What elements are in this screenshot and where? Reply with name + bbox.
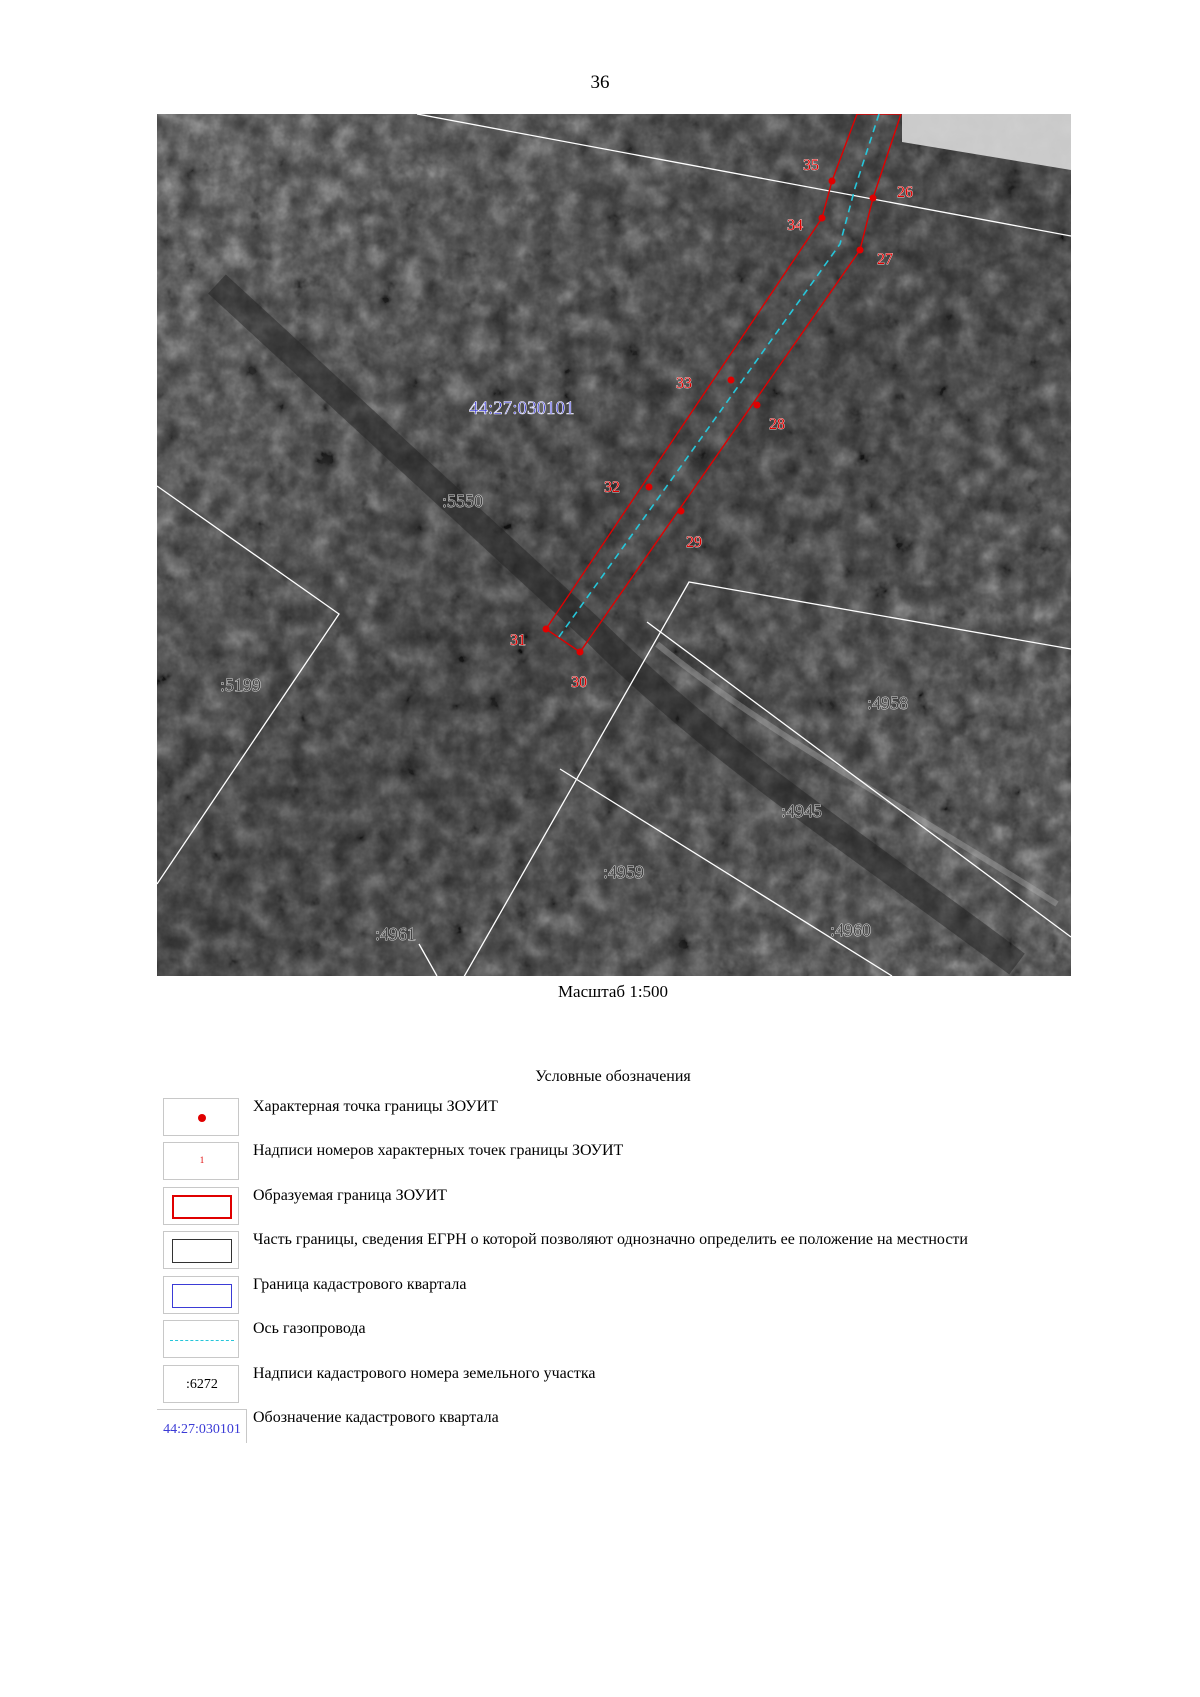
legend-symbol (163, 1365, 239, 1403)
legend-label: Характерная точка границы ЗОУИТ (253, 1098, 498, 1115)
characteristic-point (870, 195, 877, 202)
legend-label: Часть границы, сведения ЕГРН о которой позволяют однозначно определить ее положение на местности (253, 1231, 968, 1248)
point-label: 27 (877, 251, 893, 268)
parcel-label: :4958 (867, 693, 909, 713)
characteristic-point (577, 649, 584, 656)
legend-label: Обозначение кадастрового квартала (253, 1409, 499, 1426)
characteristic-point (646, 484, 653, 491)
map-scale: Масштаб 1:500 (557, 982, 669, 1001)
red-dot-icon (198, 1114, 206, 1122)
point-label: 30 (571, 674, 587, 691)
page-number: 36 (590, 72, 610, 93)
point-label: 26 (897, 184, 913, 201)
legend-symbol (163, 1276, 239, 1314)
legend-symbol (163, 1231, 239, 1269)
parcel-label: :4961 (375, 924, 417, 944)
quarter-number-sample: 44:27:030101 (163, 1422, 241, 1437)
characteristic-point (754, 402, 761, 409)
legend-symbol (163, 1320, 239, 1358)
legend-symbol (157, 1409, 247, 1443)
legend-title: Условные обозначения (535, 1068, 691, 1085)
point-label: 35 (803, 157, 819, 174)
characteristic-point (819, 215, 826, 222)
characteristic-point (678, 508, 685, 515)
point-label: 34 (787, 217, 803, 234)
parcel-label: :5550 (442, 491, 484, 511)
point-label: 29 (686, 534, 702, 551)
legend-label: Надписи номеров характерных точек границы ЗОУИТ (253, 1142, 624, 1159)
legend-symbol (163, 1187, 239, 1225)
blue-rect-icon (172, 1284, 232, 1308)
point-label: 33 (676, 375, 692, 392)
parcel-label: :4960 (830, 920, 872, 940)
parcel-number-sample: :6272 (186, 1377, 218, 1392)
black-rect-icon (172, 1239, 232, 1263)
parcel-label: :4959 (603, 862, 645, 882)
legend-symbol (163, 1142, 239, 1180)
parcel-label: :4945 (781, 801, 823, 821)
legend-label: Образуемая граница ЗОУИТ (253, 1187, 447, 1204)
characteristic-point (728, 377, 735, 384)
map-canvas (157, 114, 1071, 976)
cyan-dashed-line-icon (170, 1340, 234, 1341)
legend-label: Граница кадастрового квартала (253, 1276, 467, 1293)
point-number-sample: 1 (199, 1155, 205, 1165)
point-label: 31 (510, 632, 526, 649)
point-label: 32 (604, 479, 620, 496)
quarter-label: 44:27:030101 (469, 398, 575, 419)
characteristic-point (543, 626, 550, 633)
point-label: 28 (769, 416, 785, 433)
parcel-label: :5199 (220, 675, 262, 695)
characteristic-point (857, 247, 864, 254)
legend-symbol (163, 1098, 239, 1136)
characteristic-point (829, 178, 836, 185)
legend-label: Надписи кадастрового номера земельного участка (253, 1365, 596, 1382)
red-rect-icon (172, 1195, 232, 1219)
cadastral-map[interactable] (157, 114, 1071, 976)
legend-label: Ось газопровода (253, 1320, 366, 1337)
